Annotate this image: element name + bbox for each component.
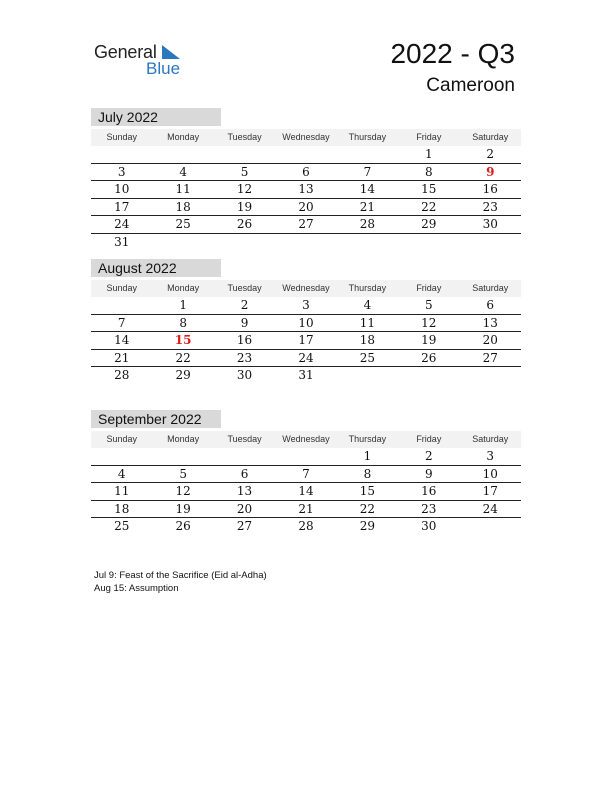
day-cell: 4: [117, 466, 126, 481]
day-cell: 13: [482, 315, 498, 330]
day-cell: [275, 146, 336, 163]
day-cell: 29: [175, 368, 191, 382]
holiday-day-cell: 15: [174, 333, 192, 347]
month-grid: [91, 297, 521, 384]
day-cell: 4: [363, 298, 372, 312]
weekday-label: Monday: [167, 283, 200, 293]
day-cell: 5: [179, 466, 187, 481]
day-cell: 26: [236, 217, 253, 231]
day-cell: 27: [236, 519, 253, 533]
day-cell: 13: [236, 484, 253, 498]
day-cell: 23: [482, 199, 498, 214]
month-title: September 2022: [91, 410, 221, 428]
weekday-label: Tuesday: [227, 434, 262, 444]
week-row: [91, 315, 521, 333]
day-cell: [460, 518, 521, 535]
holiday-day-cell: 9: [486, 164, 495, 179]
day-cell: 4: [179, 164, 187, 179]
day-cell: 21: [359, 199, 376, 214]
weekday-label: Tuesday: [227, 283, 262, 293]
day-cell: 6: [486, 298, 495, 312]
week-row: [91, 199, 521, 217]
day-cell: 7: [363, 164, 372, 179]
day-cell: 12: [175, 484, 191, 498]
week-row: [91, 501, 521, 519]
day-cell: 25: [359, 350, 376, 365]
holiday-note: Aug 15: Assumption: [94, 582, 179, 594]
day-cell: 23: [236, 350, 253, 365]
day-cell: 17: [114, 199, 130, 214]
day-cell: 30: [482, 217, 498, 231]
logo-text-general: General: [94, 42, 157, 62]
week-row: [91, 146, 521, 164]
day-cell: [91, 297, 152, 314]
day-cell: 16: [482, 182, 498, 196]
week-row: [91, 181, 521, 199]
day-cell: 15: [359, 484, 376, 498]
day-cell: [214, 448, 275, 465]
weekday-label: Friday: [416, 132, 442, 142]
day-cell: [460, 234, 521, 251]
day-cell: [337, 367, 398, 384]
week-row: [91, 483, 521, 501]
day-cell: 28: [298, 519, 314, 533]
week-row: [91, 234, 521, 251]
day-cell: 2: [240, 298, 249, 312]
day-cell: 1: [179, 298, 187, 312]
month-grid: [91, 448, 521, 535]
day-cell: 8: [425, 164, 433, 179]
day-cell: 14: [114, 333, 130, 347]
week-row: [91, 332, 521, 350]
day-cell: [214, 146, 275, 163]
day-cell: 18: [175, 199, 191, 214]
week-row: [91, 297, 521, 315]
day-cell: [460, 367, 521, 384]
holiday-notes: [94, 570, 267, 595]
day-cell: 21: [298, 501, 314, 516]
weekday-label: Saturday: [472, 283, 509, 293]
day-cell: 1: [425, 147, 433, 161]
day-cell: [275, 234, 336, 251]
day-cell: [91, 448, 152, 465]
week-row: [91, 518, 521, 535]
logo-text-blue: Blue: [146, 59, 181, 78]
day-cell: 7: [117, 315, 126, 330]
day-cell: 5: [425, 298, 433, 312]
weekday-label: Monday: [167, 132, 200, 142]
day-cell: 3: [486, 449, 495, 463]
holiday-note: Jul 9: Feast of the Sacrifice (Eid al-Adha): [94, 570, 267, 581]
weekday-label: Tuesday: [227, 132, 262, 142]
day-cell: [152, 448, 213, 465]
day-cell: 11: [359, 315, 376, 330]
day-cell: 8: [179, 315, 187, 330]
day-cell: 15: [421, 182, 437, 196]
weekday-label: Monday: [167, 434, 200, 444]
weekday-label: Thursday: [348, 132, 387, 142]
logo-flag-icon: [162, 45, 180, 59]
day-cell: 14: [298, 484, 314, 498]
day-cell: 30: [421, 519, 437, 533]
week-row: [91, 350, 521, 368]
day-cell: 29: [421, 217, 437, 231]
day-cell: 9: [425, 466, 433, 481]
day-cell: 27: [298, 217, 314, 231]
day-cell: 19: [421, 333, 437, 347]
day-cell: 31: [114, 234, 130, 249]
weekday-label: Sunday: [106, 132, 137, 142]
day-cell: [337, 146, 398, 163]
day-cell: 22: [359, 501, 376, 516]
day-cell: 19: [236, 199, 253, 214]
country-name: Cameroon: [426, 75, 515, 96]
month-title: August 2022: [91, 259, 221, 277]
day-cell: 6: [240, 466, 249, 481]
week-row: [91, 216, 521, 234]
day-cell: 12: [236, 182, 253, 196]
day-cell: [337, 234, 398, 251]
logo: [94, 40, 194, 80]
day-cell: 7: [302, 466, 310, 481]
day-cell: 22: [421, 199, 437, 214]
weekday-label: Wednesday: [282, 434, 330, 444]
day-cell: 26: [175, 519, 191, 533]
day-cell: 9: [240, 315, 249, 330]
day-cell: 2: [486, 147, 495, 161]
day-cell: [275, 448, 336, 465]
day-cell: 1: [363, 449, 372, 463]
weekday-header: [91, 129, 521, 146]
day-cell: 20: [298, 199, 314, 214]
weekday-header: [91, 280, 521, 297]
day-cell: 28: [359, 217, 376, 231]
month-july: [91, 108, 521, 250]
day-cell: 24: [298, 350, 314, 365]
page-title: 2022 - Q3: [390, 38, 515, 69]
day-cell: 24: [114, 217, 130, 231]
day-cell: 20: [236, 501, 253, 516]
weekday-header: [91, 431, 521, 448]
day-cell: 6: [302, 164, 310, 179]
weekday-label: Saturday: [472, 132, 509, 142]
day-cell: 22: [175, 350, 191, 365]
day-cell: 18: [359, 333, 376, 347]
day-cell: 12: [421, 315, 437, 330]
day-cell: [214, 234, 275, 251]
day-cell: 23: [421, 501, 437, 516]
day-cell: 18: [114, 501, 130, 516]
month-grid: [91, 146, 521, 250]
day-cell: 25: [175, 217, 191, 231]
day-cell: 5: [240, 164, 249, 179]
day-cell: 16: [236, 333, 253, 347]
day-cell: 10: [298, 315, 314, 330]
day-cell: 25: [114, 519, 130, 533]
weekday-label: Thursday: [348, 434, 387, 444]
weekday-label: Saturday: [472, 434, 509, 444]
day-cell: 17: [298, 333, 314, 347]
month-september: [91, 410, 521, 535]
day-cell: 19: [175, 501, 191, 516]
day-cell: 11: [114, 484, 130, 498]
day-cell: 26: [421, 350, 437, 365]
day-cell: 24: [482, 501, 498, 516]
day-cell: 10: [482, 466, 498, 481]
weekday-label: Sunday: [106, 434, 137, 444]
day-cell: 20: [482, 333, 498, 347]
day-cell: 11: [175, 182, 191, 196]
day-cell: 28: [114, 368, 130, 382]
weekday-label: Thursday: [348, 283, 387, 293]
day-cell: 17: [482, 484, 498, 498]
day-cell: 29: [359, 519, 376, 533]
day-cell: 31: [298, 368, 314, 382]
weekday-label: Wednesday: [282, 132, 330, 142]
day-cell: [398, 367, 459, 384]
day-cell: [152, 234, 213, 251]
day-cell: 13: [298, 182, 314, 196]
weekday-label: Friday: [416, 283, 442, 293]
day-cell: 16: [421, 484, 437, 498]
week-row: [91, 466, 521, 484]
day-cell: [398, 234, 459, 251]
weekday-label: Wednesday: [282, 283, 330, 293]
month-title: July 2022: [91, 108, 221, 126]
day-cell: 27: [482, 350, 498, 365]
day-cell: 21: [114, 350, 130, 365]
day-cell: 8: [363, 466, 372, 481]
week-row: [91, 448, 521, 466]
day-cell: 3: [302, 298, 310, 312]
week-row: [91, 164, 521, 182]
weekday-label: Friday: [416, 434, 442, 444]
day-cell: 3: [117, 164, 126, 179]
day-cell: 30: [236, 368, 253, 382]
week-row: [91, 367, 521, 384]
weekday-label: Sunday: [106, 283, 137, 293]
day-cell: 14: [359, 182, 376, 196]
day-cell: 2: [425, 449, 433, 463]
month-august: [91, 259, 521, 384]
day-cell: [152, 146, 213, 163]
day-cell: [91, 146, 152, 163]
day-cell: 10: [114, 182, 130, 196]
